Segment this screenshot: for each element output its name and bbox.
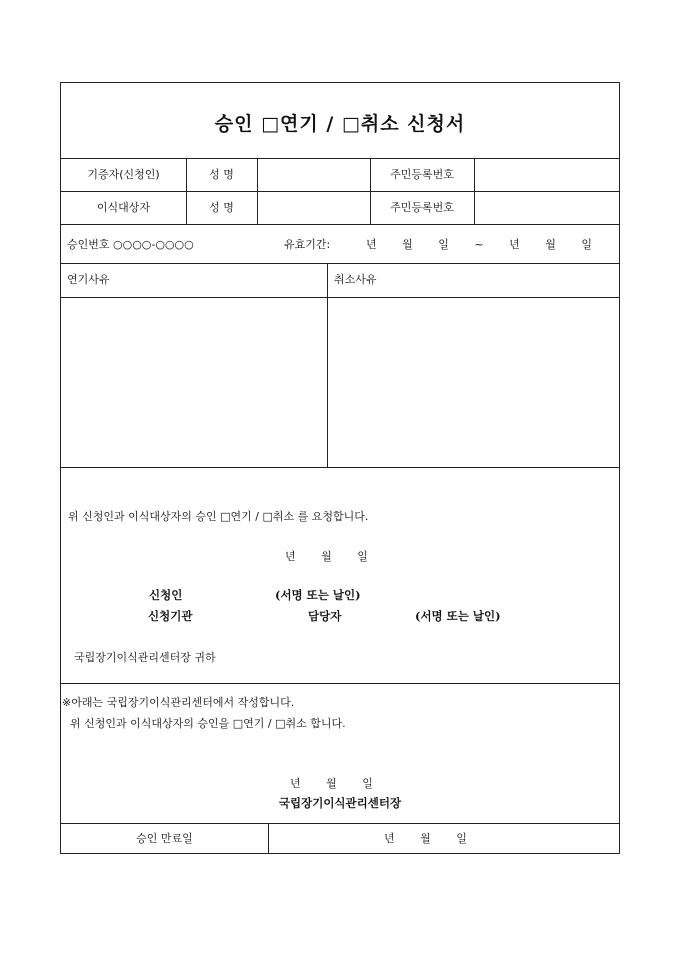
applicant-signature: (서명 또는 날인) bbox=[275, 588, 361, 602]
center-signer: 국립장기이식관리센터장 bbox=[278, 796, 402, 810]
request-date: 년 월 일 bbox=[285, 550, 368, 563]
cancel-reason-field[interactable] bbox=[328, 298, 619, 466]
cancel-reason-label: 취소사유 bbox=[334, 273, 377, 286]
divider bbox=[61, 467, 619, 468]
officer-signature: (서명 또는 날인) bbox=[415, 609, 501, 623]
valid-period-dates: 년 월 일 ~ 년 월 일 bbox=[366, 238, 592, 251]
request-statement: 위 신청인과 이식대상자의 승인 □연기 / □취소 를 요청합니다. bbox=[68, 510, 369, 523]
institution-label: 신청기관 bbox=[148, 609, 193, 623]
expiry-label: 승인 만료일 bbox=[136, 832, 193, 845]
recipient-label: 이식대상자 bbox=[96, 201, 151, 214]
center-statement: 위 신청인과 이식대상자의 승인을 □연기 / □취소 합니다. bbox=[70, 717, 346, 730]
donor-name-field[interactable] bbox=[258, 159, 369, 190]
expiry-date: 년 월 일 bbox=[384, 832, 467, 845]
donor-id-field[interactable] bbox=[475, 159, 619, 190]
donor-id-label: 주민등록번호 bbox=[390, 168, 454, 181]
recipient-id-label: 주민등록번호 bbox=[390, 201, 454, 214]
recipient-name-label: 성 명 bbox=[209, 201, 234, 214]
officer-label: 담당자 bbox=[308, 609, 342, 623]
center-date: 년 월 일 bbox=[290, 777, 373, 790]
divider bbox=[61, 823, 619, 824]
addressee: 국립장기이식관리센터장 귀하 bbox=[74, 651, 216, 664]
divider bbox=[61, 683, 619, 684]
donor-name-label: 성 명 bbox=[209, 168, 234, 181]
donor-label: 기증자(신청인) bbox=[87, 168, 160, 181]
application-form bbox=[60, 82, 620, 854]
center-note: ※아래는 국립장기이식관리센터에서 작성합니다. bbox=[62, 696, 295, 709]
divider bbox=[61, 263, 619, 264]
recipient-name-field[interactable] bbox=[258, 192, 369, 223]
approval-number: 승인번호 ○○○○-○○○○ bbox=[67, 238, 194, 251]
postpone-reason-field[interactable] bbox=[62, 298, 326, 466]
valid-period-label: 유효기간: bbox=[284, 238, 331, 251]
applicant-label: 신청인 bbox=[149, 588, 183, 602]
postpone-reason-label: 연기사유 bbox=[67, 273, 110, 286]
divider bbox=[61, 224, 619, 225]
form-title: 승인 □연기 / □취소 신청서 bbox=[214, 113, 466, 135]
recipient-id-field[interactable] bbox=[475, 192, 619, 223]
divider bbox=[268, 823, 269, 854]
